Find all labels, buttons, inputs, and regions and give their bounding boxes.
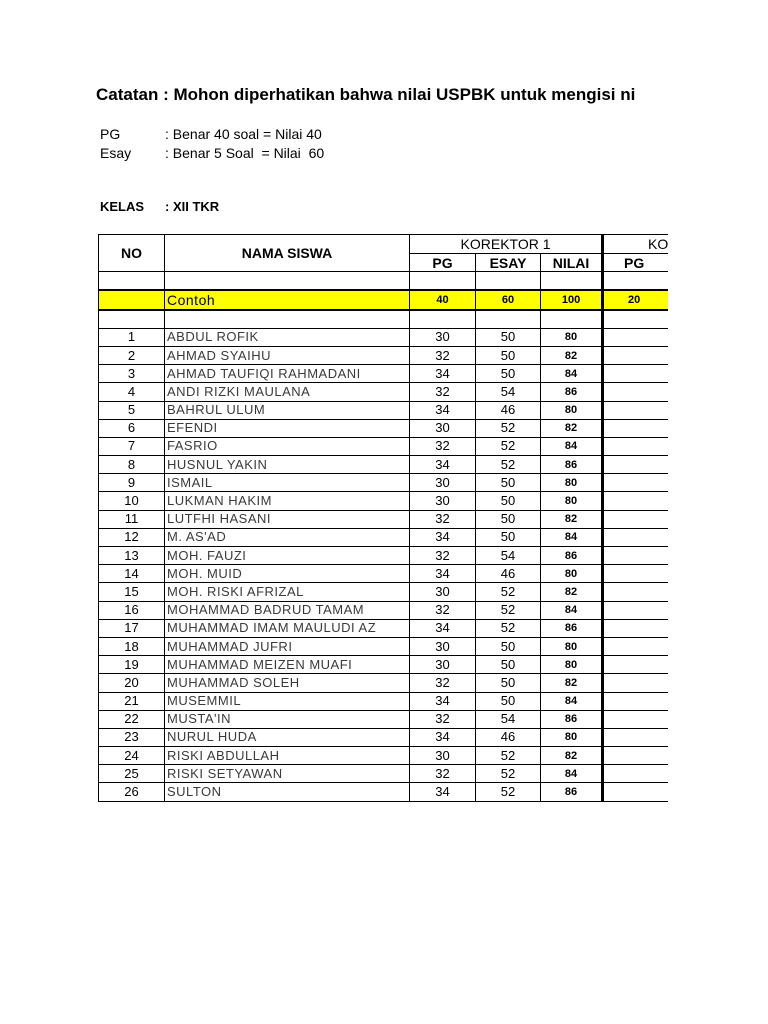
row-name: NURUL HUDA [165, 728, 410, 746]
row-korektor-2-cell [603, 365, 668, 383]
row-pg: 30 [410, 747, 476, 765]
row-no: 5 [99, 401, 165, 419]
header-nama: NAMA SISWA [165, 235, 410, 272]
kelas-label: KELAS [100, 199, 145, 214]
row-esay: 52 [476, 619, 541, 637]
row-name: MOH. RISKI AFRIZAL [165, 583, 410, 601]
row-nilai: 84 [541, 601, 603, 619]
table-row [99, 783, 669, 801]
row-pg: 34 [410, 728, 476, 746]
row-pg: 32 [410, 510, 476, 528]
row-korektor-2-cell [603, 565, 668, 583]
row-nilai: 80 [541, 565, 603, 583]
row-korektor-2-cell [603, 783, 668, 801]
grade-table-body [99, 235, 669, 802]
row-nilai: 84 [541, 528, 603, 546]
table-row [99, 456, 669, 474]
table-row [99, 674, 669, 692]
row-nilai: 84 [541, 692, 603, 710]
page-note: Catatan : Mohon diperhatikan bahwa nilai USPBK untuk mengisi ni [96, 85, 636, 104]
row-name: LUTFHI HASANI [165, 510, 410, 528]
row-no: 20 [99, 674, 165, 692]
row-pg: 34 [410, 692, 476, 710]
row-name: EFENDI [165, 419, 410, 437]
table-row [99, 383, 669, 401]
row-no: 14 [99, 565, 165, 583]
header-korektor-2: KO [603, 235, 668, 254]
row-esay: 54 [476, 547, 541, 565]
row-name: AHMAD TAUFIQI RAHMADANI [165, 365, 410, 383]
row-korektor-2-cell [603, 346, 668, 364]
table-row [99, 601, 669, 619]
row-esay: 54 [476, 710, 541, 728]
header-pg-2: PG [603, 254, 668, 272]
row-korektor-2-cell [603, 583, 668, 601]
example-nilai: 100 [541, 290, 603, 309]
header-pg: PG [410, 254, 476, 272]
row-esay: 46 [476, 401, 541, 419]
row-pg: 30 [410, 474, 476, 492]
row-pg: 32 [410, 601, 476, 619]
row-esay: 50 [476, 492, 541, 510]
row-name: SULTON [165, 783, 410, 801]
example-name: Contoh [165, 290, 410, 309]
row-korektor-2-cell [603, 510, 668, 528]
row-name: FASRIO [165, 437, 410, 455]
row-no: 19 [99, 656, 165, 674]
row-esay: 50 [476, 528, 541, 546]
row-no: 8 [99, 456, 165, 474]
table-row [99, 328, 669, 346]
row-name: LUKMAN HAKIM [165, 492, 410, 510]
row-pg: 30 [410, 419, 476, 437]
row-pg: 32 [410, 765, 476, 783]
row-esay: 46 [476, 565, 541, 583]
row-korektor-2-cell [603, 656, 668, 674]
row-name: MUHAMMAD JUFRI [165, 637, 410, 655]
row-esay: 52 [476, 601, 541, 619]
scoring-esay-value: : Benar 5 Soal = Nilai 60 [165, 145, 325, 161]
row-esay: 50 [476, 346, 541, 364]
row-korektor-2-cell [603, 692, 668, 710]
row-korektor-2-cell [603, 328, 668, 346]
row-no: 15 [99, 583, 165, 601]
row-nilai: 82 [541, 674, 603, 692]
row-korektor-2-cell [603, 619, 668, 637]
kelas-value: : XII TKR [165, 199, 220, 214]
row-name: RISKI ABDULLAH [165, 747, 410, 765]
row-korektor-2-cell [603, 419, 668, 437]
row-nilai: 82 [541, 583, 603, 601]
row-no: 13 [99, 547, 165, 565]
row-nilai: 80 [541, 401, 603, 419]
row-name: MOH. FAUZI [165, 547, 410, 565]
row-no: 12 [99, 528, 165, 546]
table-row [99, 401, 669, 419]
row-nilai: 82 [541, 510, 603, 528]
row-name: ABDUL ROFIK [165, 328, 410, 346]
row-pg: 32 [410, 346, 476, 364]
table-row [99, 728, 669, 746]
row-nilai: 80 [541, 492, 603, 510]
row-esay: 52 [476, 747, 541, 765]
example-pg: 40 [410, 290, 476, 309]
row-korektor-2-cell [603, 474, 668, 492]
header-esay: ESAY [476, 254, 541, 272]
row-nilai: 86 [541, 456, 603, 474]
row-esay: 50 [476, 328, 541, 346]
row-name: ISMAIL [165, 474, 410, 492]
table-row [99, 565, 669, 583]
row-nilai: 80 [541, 728, 603, 746]
row-korektor-2-cell [603, 528, 668, 546]
row-esay: 50 [476, 692, 541, 710]
row-korektor-2-cell [603, 710, 668, 728]
row-name: HUSNUL YAKIN [165, 456, 410, 474]
row-no: 2 [99, 346, 165, 364]
table-row [99, 747, 669, 765]
table-row [99, 474, 669, 492]
row-korektor-2-cell [603, 492, 668, 510]
row-korektor-2-cell [603, 674, 668, 692]
row-esay: 52 [476, 456, 541, 474]
row-nilai: 82 [541, 419, 603, 437]
row-nilai: 82 [541, 346, 603, 364]
row-korektor-2-cell [603, 747, 668, 765]
row-no: 17 [99, 619, 165, 637]
row-pg: 32 [410, 674, 476, 692]
scoring-pg-label: PG [100, 126, 121, 142]
row-esay: 52 [476, 783, 541, 801]
row-name: MOHAMMAD BADRUD TAMAM [165, 601, 410, 619]
table-row [99, 510, 669, 528]
row-esay: 50 [476, 637, 541, 655]
row-korektor-2-cell [603, 601, 668, 619]
row-nilai: 84 [541, 765, 603, 783]
spacer-row [99, 272, 669, 291]
table-row [99, 492, 669, 510]
row-pg: 34 [410, 619, 476, 637]
row-pg: 30 [410, 328, 476, 346]
row-no: 7 [99, 437, 165, 455]
row-pg: 34 [410, 365, 476, 383]
row-pg: 30 [410, 583, 476, 601]
row-no: 3 [99, 365, 165, 383]
example-no [99, 290, 165, 309]
row-esay: 46 [476, 728, 541, 746]
row-no: 25 [99, 765, 165, 783]
row-korektor-2-cell [603, 765, 668, 783]
row-name: MOH. MUID [165, 565, 410, 583]
row-pg: 30 [410, 637, 476, 655]
row-nilai: 80 [541, 328, 603, 346]
row-no: 6 [99, 419, 165, 437]
table-row [99, 692, 669, 710]
row-nilai: 86 [541, 710, 603, 728]
row-no: 16 [99, 601, 165, 619]
row-nilai: 86 [541, 547, 603, 565]
grade-table-wrapper [98, 234, 668, 806]
row-korektor-2-cell [603, 401, 668, 419]
row-no: 4 [99, 383, 165, 401]
header-nilai: NILAI [541, 254, 603, 272]
row-no: 9 [99, 474, 165, 492]
row-pg: 34 [410, 456, 476, 474]
row-esay: 52 [476, 437, 541, 455]
table-row [99, 346, 669, 364]
row-no: 1 [99, 328, 165, 346]
row-pg: 34 [410, 528, 476, 546]
row-esay: 50 [476, 674, 541, 692]
header-row-1 [99, 235, 669, 254]
row-korektor-2-cell [603, 728, 668, 746]
row-nilai: 84 [541, 437, 603, 455]
example-pg-2: 20 [603, 290, 668, 309]
row-name: ANDI RIZKI MAULANA [165, 383, 410, 401]
row-esay: 50 [476, 474, 541, 492]
row-name: MUHAMMAD SOLEH [165, 674, 410, 692]
table-row [99, 547, 669, 565]
table-row [99, 528, 669, 546]
row-korektor-2-cell [603, 456, 668, 474]
scoring-pg-value: : Benar 40 soal = Nilai 40 [165, 126, 322, 142]
row-pg: 34 [410, 401, 476, 419]
row-name: AHMAD SYAIHU [165, 346, 410, 364]
row-no: 21 [99, 692, 165, 710]
table-row [99, 637, 669, 655]
row-nilai: 86 [541, 383, 603, 401]
example-row [99, 290, 669, 309]
row-korektor-2-cell [603, 547, 668, 565]
row-pg: 32 [410, 710, 476, 728]
header-korektor-1: KOREKTOR 1 [410, 235, 603, 254]
row-no: 11 [99, 510, 165, 528]
row-no: 23 [99, 728, 165, 746]
spacer-row [99, 310, 669, 329]
scoring-esay-label: Esay [100, 145, 132, 161]
row-esay: 52 [476, 419, 541, 437]
row-nilai: 80 [541, 637, 603, 655]
row-nilai: 86 [541, 783, 603, 801]
row-name: M. AS'AD [165, 528, 410, 546]
table-row [99, 365, 669, 383]
row-name: RISKI SETYAWAN [165, 765, 410, 783]
row-esay: 52 [476, 765, 541, 783]
row-nilai: 80 [541, 474, 603, 492]
row-no: 10 [99, 492, 165, 510]
table-row [99, 656, 669, 674]
grade-table [98, 234, 668, 802]
row-pg: 30 [410, 492, 476, 510]
row-name: MUHAMMAD MEIZEN MUAFI [165, 656, 410, 674]
row-esay: 50 [476, 365, 541, 383]
row-esay: 50 [476, 656, 541, 674]
row-esay: 50 [476, 510, 541, 528]
example-esay: 60 [476, 290, 541, 309]
row-name: MUSTA'IN [165, 710, 410, 728]
row-pg: 34 [410, 565, 476, 583]
row-nilai: 80 [541, 656, 603, 674]
row-pg: 30 [410, 656, 476, 674]
row-pg: 32 [410, 383, 476, 401]
row-name: MUSEMMIL [165, 692, 410, 710]
row-no: 22 [99, 710, 165, 728]
table-row [99, 710, 669, 728]
row-name: BAHRUL ULUM [165, 401, 410, 419]
row-no: 24 [99, 747, 165, 765]
row-no: 26 [99, 783, 165, 801]
row-no: 18 [99, 637, 165, 655]
row-nilai: 86 [541, 619, 603, 637]
row-esay: 52 [476, 583, 541, 601]
table-row [99, 619, 669, 637]
row-pg: 34 [410, 783, 476, 801]
row-korektor-2-cell [603, 383, 668, 401]
row-nilai: 84 [541, 365, 603, 383]
row-nilai: 82 [541, 747, 603, 765]
row-name: MUHAMMAD IMAM MAULUDI AZ [165, 619, 410, 637]
table-row [99, 583, 669, 601]
row-korektor-2-cell [603, 637, 668, 655]
row-pg: 32 [410, 547, 476, 565]
row-pg: 32 [410, 437, 476, 455]
row-korektor-2-cell [603, 437, 668, 455]
table-row [99, 419, 669, 437]
row-esay: 54 [476, 383, 541, 401]
header-no: NO [99, 235, 165, 272]
table-row [99, 765, 669, 783]
table-row [99, 437, 669, 455]
